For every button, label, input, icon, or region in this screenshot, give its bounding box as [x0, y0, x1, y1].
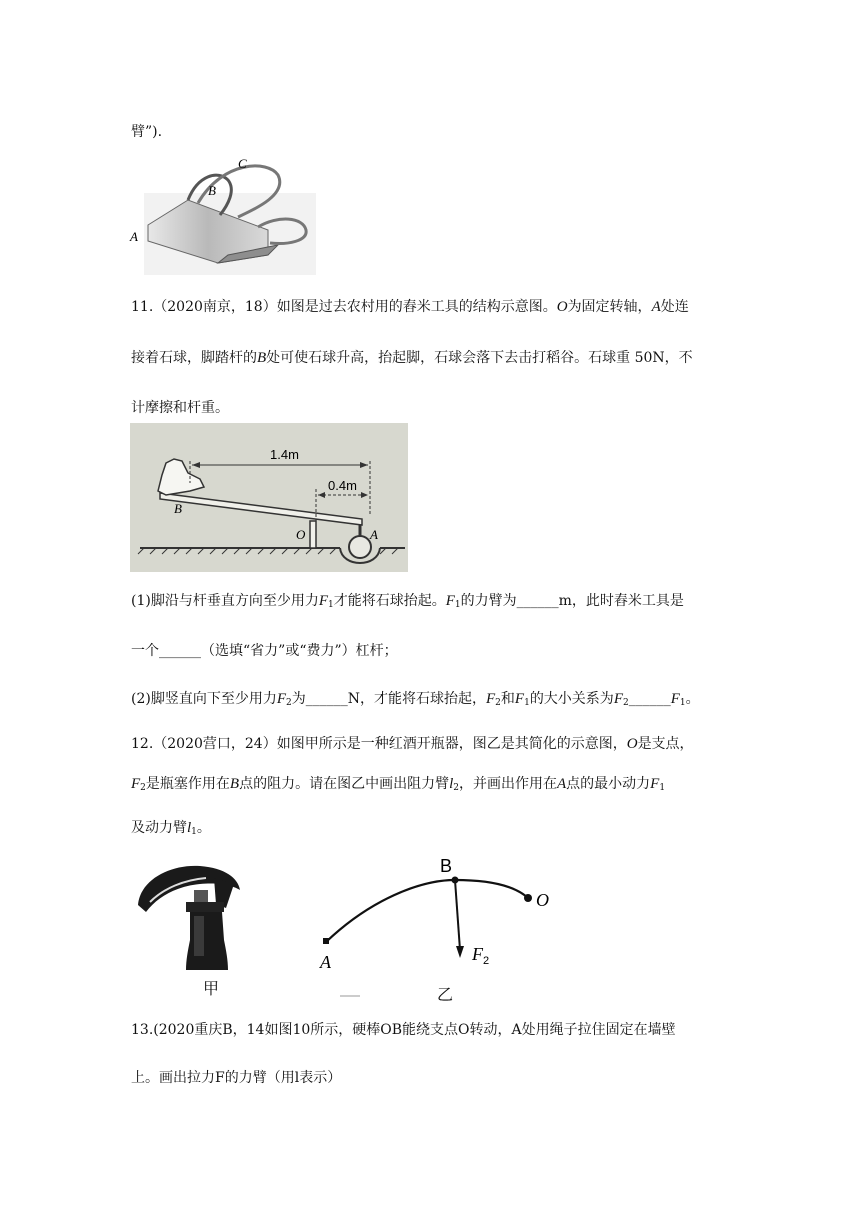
- stone-ball: [349, 536, 371, 558]
- q12-line-2: $F_2$是瓶塞作用在B点的阻力。请在图乙中画出阻力臂$l_2$，并画出作用在A点的最小动力$F_1$: [131, 776, 666, 793]
- label-o: O: [296, 527, 306, 542]
- q12-line-3: 及动力臂$l_1$。: [131, 820, 211, 837]
- point-a-marker: [323, 938, 329, 944]
- label-o: O: [536, 890, 549, 910]
- label-f2-sub: 2: [483, 955, 490, 967]
- q11-line-2: 接着石球，脚踏杆的B处可使石球升高，抬起脚，石球会落下去击打稻谷。石球重 50N，不: [131, 350, 693, 366]
- q11-part1-line-1: (1)脚沿与杆垂直方向至少用力$F_1$才能将石球抬起。$F_1$的力臂为______m，此时舂米工具是: [131, 593, 684, 610]
- q12-line-1: 12.（2020营口，24）如图甲所示是一种红酒开瓶器，图乙是其简化的示意图，O是支点，: [131, 736, 694, 752]
- rice-pounder-figure: [130, 423, 408, 572]
- label-b: B: [174, 501, 182, 516]
- clip-label-a: A: [130, 229, 138, 244]
- clip-label-c: C: [238, 156, 247, 171]
- q13-line-1: 13.(2020重庆B，14如图10所示，硬棒OB能绕支点O转动，A处用绳子拉住固定在墙壁: [131, 1022, 676, 1038]
- bottle: [186, 912, 228, 970]
- blank: ______: [628, 691, 671, 707]
- dim-label-1: 1.4m: [270, 447, 299, 462]
- q11-part1-line-2: 一个______（选填“省力”或“费力”）杠杆；: [131, 643, 398, 659]
- label-a: A: [370, 527, 378, 542]
- text-line-continuation: 臂”).: [131, 124, 163, 140]
- lever-diagram-figure: [310, 850, 570, 1000]
- figure-yi-caption: 乙: [437, 985, 454, 1004]
- pivot-post: [310, 521, 316, 548]
- label-a: A: [320, 952, 331, 972]
- force-f2-arrowhead: [456, 946, 464, 958]
- figure-jia-caption: 甲: [203, 979, 220, 998]
- dim-label-2: 0.4m: [328, 478, 357, 493]
- q11-part2-line: (2)脚竖直向下至少用力$F_2$为______N，才能将石球抬起，$F_2$和$F_1$的大小关系为$F_2\_\_\_\_\_\_F_1$。: [131, 691, 700, 708]
- blank: ______: [516, 593, 559, 609]
- blank: ______: [159, 643, 201, 659]
- q11-line-1: 11.（2020南京，18）如图是过去农村用的舂米工具的结构示意图。O为固定转轴，A处连: [131, 299, 689, 315]
- opener-screw: [194, 890, 208, 904]
- blank: ______: [305, 691, 348, 707]
- q11-line-3: 计摩擦和杆重。: [131, 400, 229, 416]
- lever-curve: [326, 880, 528, 942]
- bottle-highlight: [194, 916, 204, 956]
- point-o-marker: [524, 894, 532, 902]
- q13-line-2: 上。画出拉力F的力臂（用l表示）: [131, 1070, 342, 1086]
- force-f2-line: [455, 880, 460, 950]
- label-f2: F: [472, 944, 483, 964]
- wine-opener-figure: [130, 860, 250, 970]
- clip-label-b: B: [208, 183, 216, 198]
- binder-clip-figure: [128, 155, 318, 275]
- bottle-neck-top: [186, 902, 224, 912]
- label-b: B: [440, 856, 453, 876]
